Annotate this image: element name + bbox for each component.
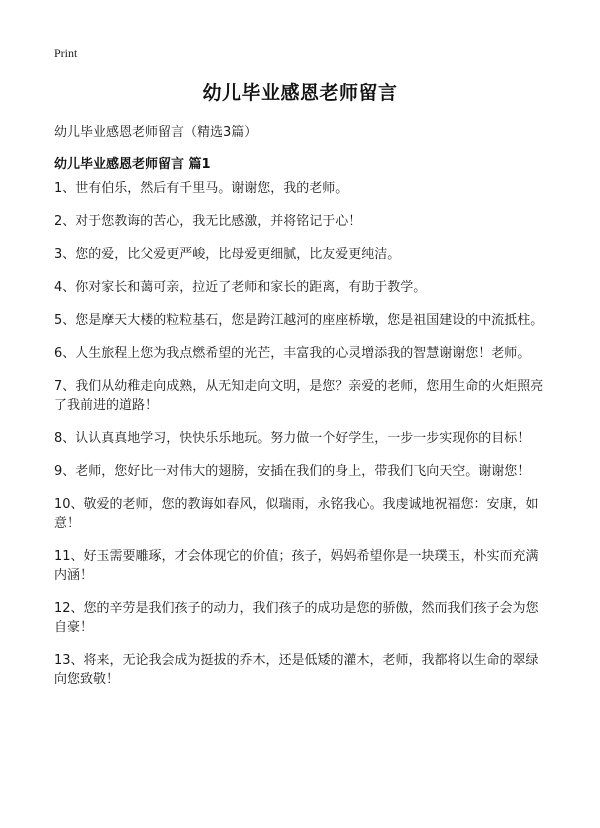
- list-item: 5、您是摩天大楼的粒粒基石，您是跨江越河的座座桥墩，您是祖国建设的中流抵柱。: [54, 313, 544, 328]
- list-item: 9、老师，您好比一对伟大的翅膀，安插在我们的身上，带我们飞向天空。谢谢您！: [54, 464, 531, 479]
- section-heading: 幼儿毕业感恩老师留言 篇1: [54, 157, 211, 172]
- list-item: 2、对于您教诲的苦心，我无比感激，并将铭记于心！: [54, 214, 362, 229]
- message-list: [54, 179, 548, 703]
- list-item: 10、敬爱的老师，您的教诲如春风，似瑞雨，永铭我心。我虔诚地祝福您：安康，如意！: [54, 497, 539, 531]
- list-item: 6、人生旅程上您为我点燃希望的光芒，丰富我的心灵增添我的智慧谢谢您！老师。: [54, 346, 531, 361]
- document-title: 幼儿毕业感恩老师留言: [202, 82, 398, 104]
- list-item: 11、好玉需要雕琢，才会体现它的价值；孩子，妈妈希望你是一块璞玉，朴实而充满内涵！: [54, 549, 539, 583]
- list-item: 8、认认真真地学习，快快乐乐地玩。努力做一个好学生，一步一步实现你的目标！: [54, 431, 531, 446]
- list-item: 1、世有伯乐，然后有千里马。谢谢您，我的老师。: [54, 181, 349, 196]
- document-subtitle: 幼儿毕业感恩老师留言（精选3篇）: [54, 125, 258, 140]
- list-item: 13、将来，无论我会成为挺拔的乔木，还是低矮的灌木，老师，我都将以生命的翠绿向您致敬！: [54, 653, 539, 687]
- print-label: Print: [54, 46, 78, 60]
- list-item: 7、我们从幼稚走向成熟，从无知走向文明，是您？亲爱的老师，您用生命的火炬照亮了我前进的道路！: [54, 379, 544, 413]
- list-item: 12、您的辛劳是我们孩子的动力，我们孩子的成功是您的骄傲，然而我们孩子会为您自豪！: [54, 601, 539, 635]
- list-item: 3、您的爱，比父爱更严峻，比母爱更细腻，比友爱更纯洁。: [54, 247, 401, 262]
- list-item: 4、你对家长和蔼可亲，拉近了老师和家长的距离，有助于教学。: [54, 280, 427, 295]
